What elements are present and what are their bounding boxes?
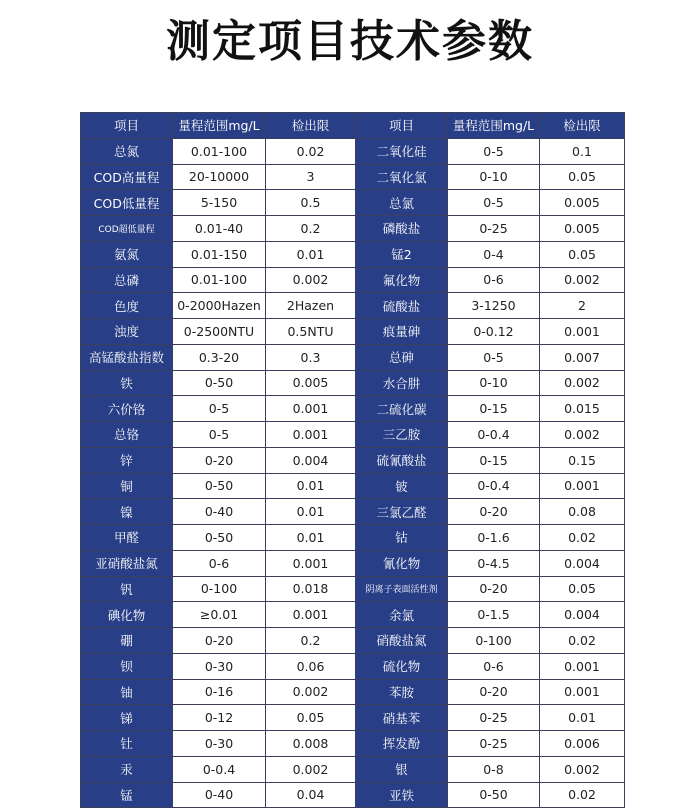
- table-cell-range-value: 0.01-100: [173, 268, 265, 293]
- table-cell-range-value: 0-15: [448, 448, 539, 473]
- table-cell-item-name: 硝酸盐氮: [356, 628, 447, 653]
- table-cell-item-name: 硫化物: [356, 654, 447, 679]
- table-cell-item-name: 二氧化硅: [356, 139, 447, 164]
- table-cell-detection-limit: 3: [266, 165, 355, 190]
- table-cell-range-value: 0-4.5: [448, 551, 539, 576]
- table-cell-item-name: 总氯: [356, 190, 447, 215]
- table-cell-item-name: 硝基苯: [356, 705, 447, 730]
- table-cell-range-value: 0-20: [173, 448, 265, 473]
- table-cell-detection-limit: 0.05: [540, 577, 624, 602]
- table-cell-item-name: 总铬: [81, 422, 172, 447]
- table-cell-range-value: 3-1250: [448, 293, 539, 318]
- table-cell-detection-limit: 0.2: [266, 216, 355, 241]
- table-cell-detection-limit: 0.005: [540, 190, 624, 215]
- table-cell-detection-limit: 0.002: [540, 422, 624, 447]
- table-cell-item-name: 总磷: [81, 268, 172, 293]
- table-cell-item-name: 亚硝酸盐氮: [81, 551, 172, 576]
- table-cell-range-value: 0-30: [173, 654, 265, 679]
- table-cell-item-name: 甲醛: [81, 525, 172, 550]
- table-cell-detection-limit: 0.006: [540, 731, 624, 756]
- table-cell-detection-limit: 0.001: [540, 654, 624, 679]
- header-detection-limit: 检出限: [540, 113, 624, 138]
- table-cell-range-value: 0-40: [173, 499, 265, 524]
- table-cell-item-name: COD高量程: [81, 165, 172, 190]
- header-range: 量程范围mg/L: [448, 113, 539, 138]
- table-cell-item-name: 铁: [81, 371, 172, 396]
- table-cell-detection-limit: 0.001: [266, 422, 355, 447]
- table-cell-item-name: 锌: [81, 448, 172, 473]
- table-cell-item-name: 锑: [81, 705, 172, 730]
- table-cell-item-name: 高锰酸盐指数: [81, 345, 172, 370]
- table-cell-detection-limit: 0.001: [266, 551, 355, 576]
- table-cell-detection-limit: 0.008: [266, 731, 355, 756]
- table-cell-range-value: 0-12: [173, 705, 265, 730]
- page-title: 测定项目技术参数: [166, 16, 534, 67]
- table-cell-range-value: 0-0.4: [448, 422, 539, 447]
- table-cell-detection-limit: 0.01: [540, 705, 624, 730]
- header-detection-limit: 检出限: [266, 113, 355, 138]
- table-cell-item-name: 硫氰酸盐: [356, 448, 447, 473]
- table-cell-range-value: 0-100: [173, 577, 265, 602]
- table-cell-item-name: 阴离子表面活性剂: [356, 577, 447, 602]
- table-cell-detection-limit: 0.15: [540, 448, 624, 473]
- table-cell-item-name: 硼: [81, 628, 172, 653]
- table-cell-item-name: 碘化物: [81, 602, 172, 627]
- table-cell-detection-limit: 0.005: [540, 216, 624, 241]
- table-cell-detection-limit: 0.2: [266, 628, 355, 653]
- table-cell-range-value: 0-100: [448, 628, 539, 653]
- table-cell-detection-limit: 0.002: [266, 757, 355, 782]
- table-cell-detection-limit: 0.02: [540, 525, 624, 550]
- table-cell-item-name: 钡: [81, 654, 172, 679]
- table-cell-range-value: 0-1.6: [448, 525, 539, 550]
- table-cell-item-name: 铜: [81, 474, 172, 499]
- table-cell-range-value: 0-4: [448, 242, 539, 267]
- table-cell-item-name: 氰化物: [356, 551, 447, 576]
- table-cell-item-name: 氨氮: [81, 242, 172, 267]
- table-cell-detection-limit: 0.01: [266, 242, 355, 267]
- table-cell-range-value: 0-20: [448, 499, 539, 524]
- table-cell-detection-limit: 0.05: [540, 165, 624, 190]
- table-cell-range-value: 0-50: [173, 371, 265, 396]
- table-cell-range-value: 0-10: [448, 371, 539, 396]
- table-cell-item-name: COD超低量程: [81, 216, 172, 241]
- table-cell-detection-limit: 0.01: [266, 499, 355, 524]
- table-cell-item-name: 总氮: [81, 139, 172, 164]
- table-cell-range-value: 0-5: [173, 422, 265, 447]
- table-cell-item-name: 三氯乙醛: [356, 499, 447, 524]
- table-cell-detection-limit: 0.001: [266, 602, 355, 627]
- table-cell-detection-limit: 0.004: [266, 448, 355, 473]
- table-cell-range-value: 0-8: [448, 757, 539, 782]
- table-cell-range-value: 0-25: [448, 216, 539, 241]
- table-cell-detection-limit: 0.01: [266, 474, 355, 499]
- table-cell-item-name: 痕量砷: [356, 319, 447, 344]
- parameter-table: [80, 112, 625, 808]
- header-item: 项目: [356, 113, 447, 138]
- table-cell-item-name: 氟化物: [356, 268, 447, 293]
- table-cell-detection-limit: 0.001: [540, 680, 624, 705]
- table-cell-item-name: 铀: [81, 680, 172, 705]
- table-cell-range-value: 0-20: [448, 680, 539, 705]
- table-cell-item-name: 银: [356, 757, 447, 782]
- table-cell-detection-limit: 0.002: [266, 268, 355, 293]
- header-range: 量程范围mg/L: [173, 113, 265, 138]
- table-cell-range-value: 0-6: [448, 654, 539, 679]
- table-cell-range-value: 0-40: [173, 783, 265, 808]
- table-cell-item-name: 镍: [81, 499, 172, 524]
- table-cell-detection-limit: 0.007: [540, 345, 624, 370]
- table-cell-range-value: 0-30: [173, 731, 265, 756]
- table-cell-detection-limit: 0.002: [540, 371, 624, 396]
- table-cell-detection-limit: 0.004: [540, 602, 624, 627]
- table-cell-detection-limit: 0.06: [266, 654, 355, 679]
- table-cell-detection-limit: 0.02: [540, 628, 624, 653]
- table-cell-detection-limit: 0.1: [540, 139, 624, 164]
- table-cell-item-name: 浊度: [81, 319, 172, 344]
- table-cell-range-value: 0-20: [173, 628, 265, 653]
- table-cell-item-name: 铍: [356, 474, 447, 499]
- table-cell-detection-limit: 2Hazen: [266, 293, 355, 318]
- table-cell-detection-limit: 0.005: [266, 371, 355, 396]
- table-cell-range-value: 0.01-100: [173, 139, 265, 164]
- table-cell-item-name: 磷酸盐: [356, 216, 447, 241]
- table-cell-detection-limit: 0.02: [540, 783, 624, 808]
- table-cell-item-name: 二氧化氯: [356, 165, 447, 190]
- table-cell-item-name: 汞: [81, 757, 172, 782]
- table-cell-range-value: 0-25: [448, 731, 539, 756]
- table-cell-detection-limit: 0.01: [266, 525, 355, 550]
- table-cell-range-value: 0-1.5: [448, 602, 539, 627]
- table-cell-detection-limit: 0.05: [540, 242, 624, 267]
- table-cell-range-value: 0-5: [448, 190, 539, 215]
- table-cell-item-name: 硫酸盐: [356, 293, 447, 318]
- table-cell-detection-limit: 0.002: [540, 757, 624, 782]
- table-cell-item-name: 钒: [81, 577, 172, 602]
- header-item: 项目: [81, 113, 172, 138]
- table-cell-range-value: 0-50: [448, 783, 539, 808]
- table-cell-range-value: 0-5: [173, 396, 265, 421]
- table-cell-range-value: 0-5: [448, 345, 539, 370]
- table-cell-range-value: 0-2500NTU: [173, 319, 265, 344]
- table-cell-range-value: 0-25: [448, 705, 539, 730]
- table-cell-detection-limit: 0.04: [266, 783, 355, 808]
- table-cell-detection-limit: 0.5NTU: [266, 319, 355, 344]
- table-cell-item-name: 挥发酚: [356, 731, 447, 756]
- table-cell-range-value: 0-0.4: [173, 757, 265, 782]
- table-cell-range-value: 0-6: [173, 551, 265, 576]
- table-cell-range-value: 0.3-20: [173, 345, 265, 370]
- table-cell-item-name: 二硫化碳: [356, 396, 447, 421]
- table-cell-detection-limit: 0.004: [540, 551, 624, 576]
- table-cell-range-value: 0-20: [448, 577, 539, 602]
- table-cell-range-value: 5-150: [173, 190, 265, 215]
- table-cell-detection-limit: 0.001: [540, 474, 624, 499]
- table-cell-range-value: ≥0.01: [173, 602, 265, 627]
- table-cell-item-name: 苯胺: [356, 680, 447, 705]
- table-cell-detection-limit: 0.02: [266, 139, 355, 164]
- table-cell-detection-limit: 0.002: [266, 680, 355, 705]
- table-cell-detection-limit: 0.001: [540, 319, 624, 344]
- table-cell-range-value: 0-16: [173, 680, 265, 705]
- table-cell-item-name: 六价铬: [81, 396, 172, 421]
- table-cell-range-value: 20-10000: [173, 165, 265, 190]
- table-cell-range-value: 0-2000Hazen: [173, 293, 265, 318]
- table-cell-detection-limit: 2: [540, 293, 624, 318]
- table-cell-detection-limit: 0.015: [540, 396, 624, 421]
- table-cell-item-name: 三乙胺: [356, 422, 447, 447]
- table-cell-range-value: 0-10: [448, 165, 539, 190]
- table-cell-detection-limit: 0.001: [266, 396, 355, 421]
- table-cell-range-value: 0.01-40: [173, 216, 265, 241]
- table-cell-item-name: 钍: [81, 731, 172, 756]
- table-cell-item-name: 水合肼: [356, 371, 447, 396]
- table-cell-range-value: 0-0.4: [448, 474, 539, 499]
- table-cell-item-name: 锰2: [356, 242, 447, 267]
- table-cell-detection-limit: 0.05: [266, 705, 355, 730]
- table-cell-range-value: 0-15: [448, 396, 539, 421]
- table-cell-detection-limit: 0.002: [540, 268, 624, 293]
- table-cell-range-value: 0.01-150: [173, 242, 265, 267]
- table-cell-item-name: 锰: [81, 783, 172, 808]
- table-cell-detection-limit: 0.3: [266, 345, 355, 370]
- table-cell-detection-limit: 0.5: [266, 190, 355, 215]
- table-cell-range-value: 0-5: [448, 139, 539, 164]
- table-cell-detection-limit: 0.08: [540, 499, 624, 524]
- table-cell-item-name: COD低量程: [81, 190, 172, 215]
- table-cell-item-name: 余氯: [356, 602, 447, 627]
- table-cell-range-value: 0-0.12: [448, 319, 539, 344]
- table-cell-range-value: 0-50: [173, 474, 265, 499]
- table-cell-detection-limit: 0.018: [266, 577, 355, 602]
- table-cell-item-name: 色度: [81, 293, 172, 318]
- table-cell-range-value: 0-6: [448, 268, 539, 293]
- table-cell-range-value: 0-50: [173, 525, 265, 550]
- table-cell-item-name: 总砷: [356, 345, 447, 370]
- table-cell-item-name: 亚铁: [356, 783, 447, 808]
- table-cell-item-name: 钴: [356, 525, 447, 550]
